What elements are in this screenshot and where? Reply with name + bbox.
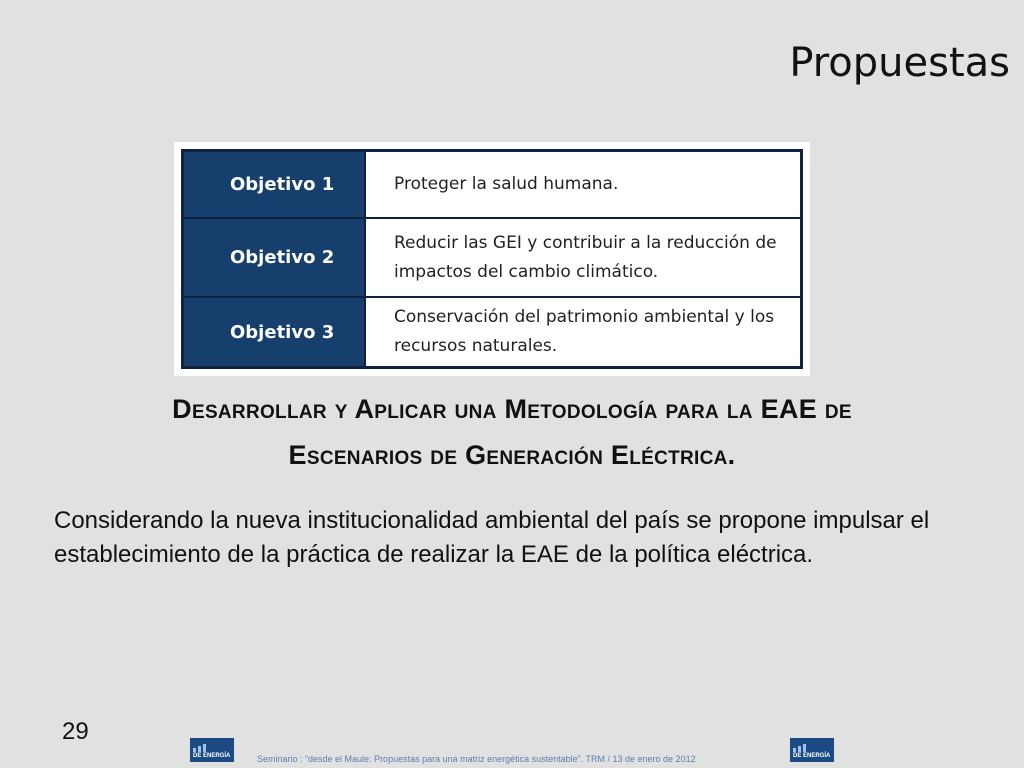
logo-text: DE ENERGÍA [793,753,831,759]
ministry-logo-right [790,738,834,762]
slide-title: Propuestas [789,40,1010,86]
objective-description: Conservación del patrimonio ambiental y los recursos naturales. [366,298,800,366]
logo-bars-icon [193,744,231,752]
objectives-table-image [174,142,810,376]
objective-row-1 [184,152,800,219]
slide-subtitle [0,386,1024,478]
objective-description: Proteger la salud humana. [366,152,800,217]
body-paragraph: Considerando la nueva institucionalidad ambiental del país se propone impulsar el establecimiento de la práctica de realizar la EAE de la política eléctrica. [54,507,930,568]
logo-bars-icon [793,744,831,752]
footer-text: Seminario : “desde el Maule: Propuestas para una matriz energética sustentable”. TRM / 13 de enero de 2012 [257,754,696,764]
objective-description: Reducir las GEI y contribuir a la reducción de impactos del cambio climático. [366,219,800,296]
objective-label: Objetivo 1 [184,152,366,217]
ministry-logo-left [190,738,234,762]
objective-label: Objetivo 3 [184,298,366,366]
logo-text: DE ENERGÍA [193,753,231,759]
objective-label: Objetivo 2 [184,219,366,296]
page-number: 29 [62,718,89,745]
subtitle-line-1: Desarrollar y Aplicar una Metodología para la EAE de [172,394,852,424]
objectives-table [181,149,803,369]
subtitle-line-2: Escenarios de Generación Eléctrica. [288,440,736,470]
objective-row-2 [184,219,800,298]
objective-row-3 [184,298,800,366]
